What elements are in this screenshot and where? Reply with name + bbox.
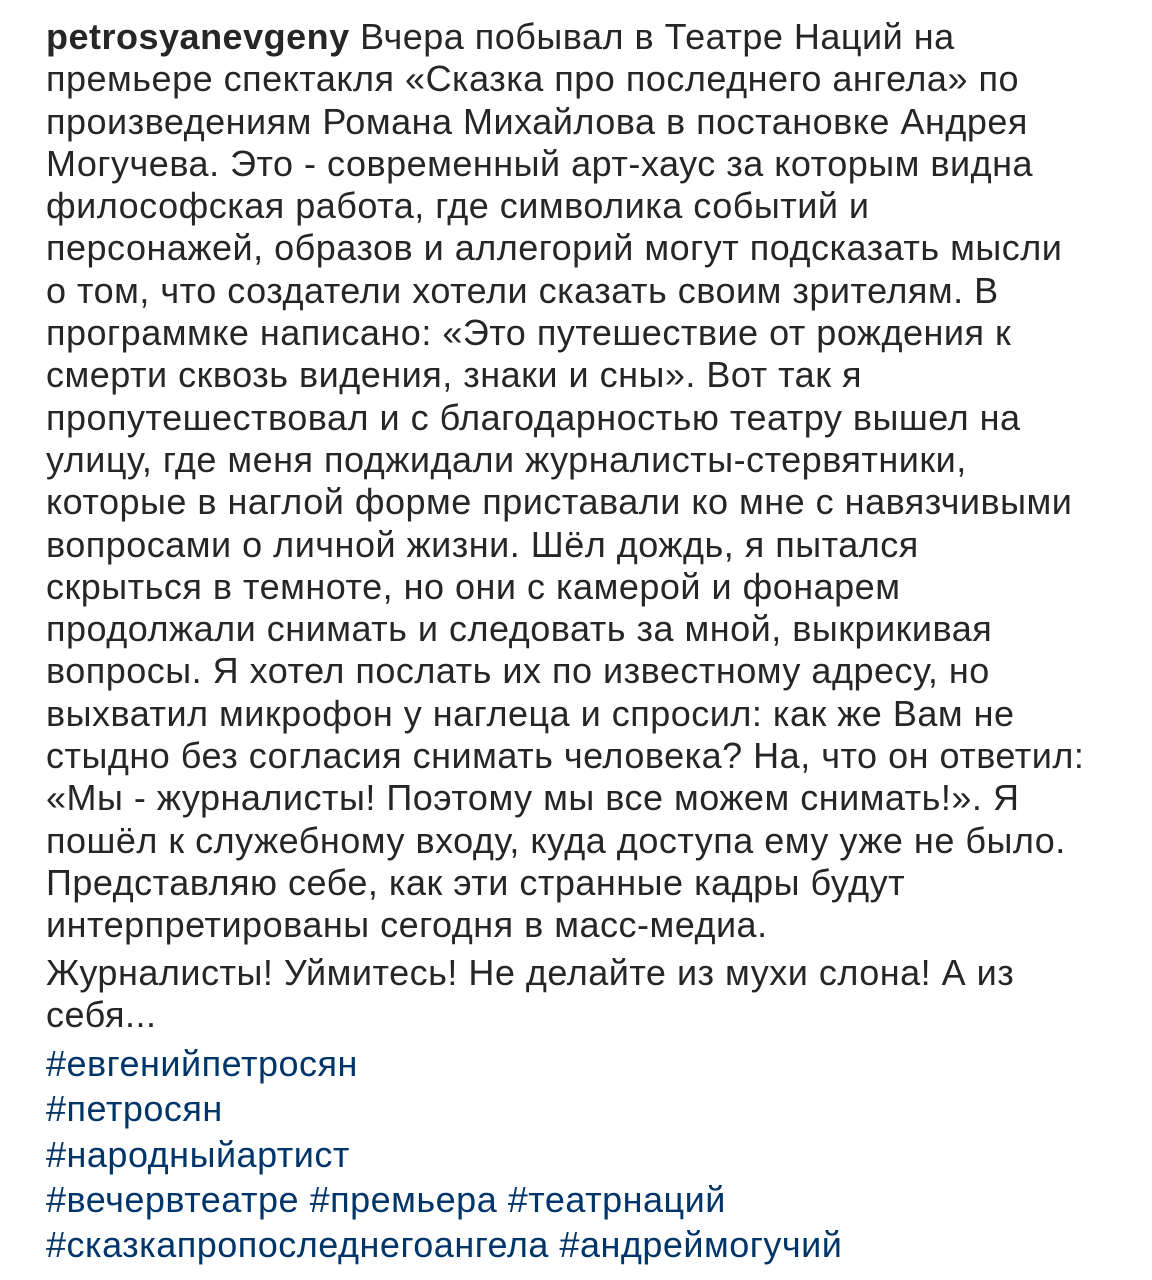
hashtag-list (46, 1041, 1126, 1267)
caption-line: персонажей, образов и аллегорий могут подсказать мысли (46, 227, 1063, 269)
caption-line: философская работа, где символика событий и (46, 185, 870, 227)
hashtag-link[interactable]: #сказкапропоследнегоангела (46, 1224, 549, 1266)
caption-line: вопросами о личной жизни. Шёл дождь, я пытался (46, 523, 919, 565)
caption-line: интерпретированы сегодня в масс-медиа. (46, 904, 768, 946)
caption-line: стыдно без согласия снимать человека? На, что он ответил: (46, 735, 1085, 777)
caption-line: Могучева. Это - современный арт-хаус за которым видна (46, 142, 1034, 184)
hashtag-link[interactable]: #петросян (46, 1088, 223, 1130)
caption-line: смерти сквозь видения, знаки и сны». Вот так я (46, 354, 862, 396)
caption-body (46, 16, 1126, 947)
caption-line: продолжали снимать и следовать за мной, выкрикивая (46, 608, 993, 650)
closing-line: Журналисты! Уймитесь! Не делайте из мухи слона! А из (46, 951, 1015, 993)
caption-first-line (46, 16, 1126, 58)
caption-line: которые в наглой форме приставали ко мне с навязчивыми (46, 481, 1073, 523)
post-caption (46, 16, 1126, 1268)
hashtag-link[interactable]: #народныйартист (46, 1133, 350, 1175)
hashtag-row (46, 1177, 1126, 1222)
hashtag-row (46, 1041, 1126, 1086)
caption-line: выхватил микрофон у наглеца и спросил: как же Вам не (46, 692, 1015, 734)
caption-line: пропутешествовал и с благодарностью театру вышел на (46, 396, 1021, 438)
caption-line: скрыться в темноте, но они с камерой и фонарем (46, 565, 901, 607)
username-link[interactable]: petrosyanevgeny (46, 16, 350, 57)
caption-line: произведениям Романа Михайлова в постановке Андрея (46, 100, 1028, 142)
caption-line: премьере спектакля «Сказка про последнего ангела» по (46, 58, 1019, 100)
hashtag-link[interactable]: #театрнаций (507, 1179, 726, 1221)
hashtag-row (46, 1132, 1126, 1177)
caption-line: программке написано: «Это путешествие от рождения к (46, 312, 1012, 354)
caption-line: улицу, где меня поджидали журналисты-стервятники, (46, 438, 967, 480)
hashtag-row (46, 1222, 1126, 1267)
hashtag-row (46, 1086, 1126, 1131)
closing-line: себя... (46, 993, 157, 1035)
caption-line: «Мы - журналисты! Поэтому мы все можем снимать!». Я (46, 777, 1020, 819)
caption-line: Представляю себе, как эти странные кадры будут (46, 861, 906, 903)
hashtag-link[interactable]: #вечервтеатре (46, 1179, 300, 1221)
hashtag-link[interactable]: #евгенийпетросян (46, 1043, 358, 1085)
caption-line: Вчера побывал в Театре Наций на (349, 16, 955, 57)
caption-closing (46, 952, 1126, 1037)
hashtag-link[interactable]: #премьера (309, 1179, 498, 1221)
hashtag-link[interactable]: #андреймогучий (559, 1224, 843, 1266)
caption-line: пошёл к служебному входу, куда доступа ему уже не было. (46, 819, 1066, 861)
caption-line: вопросы. Я хотел послать их по известному адресу, но (46, 650, 990, 692)
caption-line: о том, что создатели хотели сказать своим зрителям. В (46, 269, 999, 311)
